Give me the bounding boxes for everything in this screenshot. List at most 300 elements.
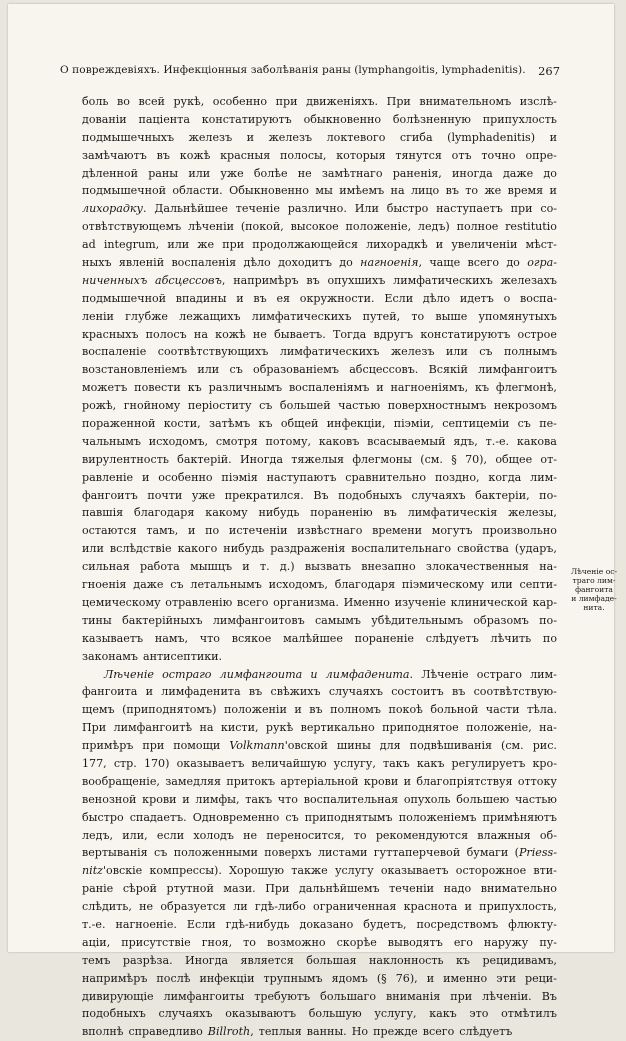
word: повести [134,381,181,395]
word: констатируютъ [420,327,511,341]
word: компрессы). [149,864,222,878]
text-line [82,415,557,433]
word: въ [309,703,323,717]
word: абсцессовъ. [349,363,419,377]
word: доказано [299,917,354,931]
word: образомъ [473,613,529,627]
word: При [82,721,107,735]
word: отмѣтилъ [501,1007,557,1021]
word: пораженной [82,417,156,431]
word: или [167,238,190,252]
word: железъ [268,130,313,144]
word: имѣемъ [339,184,385,198]
word: мази. [223,882,256,896]
text-line [82,988,557,1006]
word: положенными [173,846,258,860]
word: ледъ) [417,220,450,234]
word: теплыя [258,1025,302,1039]
word: которыя [336,148,386,162]
word: убѣдительнымъ [371,613,464,627]
word: дованіи [82,112,127,126]
word: Или [354,202,379,216]
word: общей [280,417,319,431]
word: вертыванія [82,846,148,860]
word: въ [253,291,267,305]
word: флегмонѣ, [495,381,557,395]
word: вертикально [300,721,375,735]
word: флегмоны [352,452,412,466]
word: ниченныхъ [82,273,148,287]
word: опухшихъ [327,273,386,287]
word: слѣдуетъ [425,631,479,645]
text-line [82,487,557,505]
word: железъ [188,130,233,144]
word: пе- [539,417,557,431]
word: тѣла. [526,703,557,717]
word: Если [384,291,414,305]
word: возстановленіемъ [82,363,188,377]
word: вниманія [386,989,441,1003]
word: и [549,184,557,198]
text-line [82,666,557,684]
word: это [469,1007,489,1021]
word: замедляя [165,774,221,788]
word: части [485,703,520,717]
word: съ [259,399,273,413]
page-number: 267 [538,64,560,78]
word: воспа- [520,291,557,305]
word: лимфангоитѣ [113,721,193,735]
word: (ударъ, [514,542,557,556]
word: гдѣ-нибудь [225,917,290,931]
word: рожѣ, [82,399,117,413]
word: темъ [82,953,111,967]
word: идетъ [459,291,494,305]
word: гноя, [201,935,233,949]
word: къ [475,381,490,395]
word: и [426,971,435,985]
word: образуется [160,900,226,914]
word: казываетъ [82,631,144,645]
word: Если [186,917,216,931]
word: регулируетъ [451,756,526,770]
text-line [82,254,557,272]
word: бактерій. [177,452,232,466]
word: лимфангоиты [163,989,245,1003]
word: нибудь [258,506,300,520]
word: Въ [313,488,329,502]
word: пораненію [310,506,373,520]
word: законамъ [82,649,138,663]
word: лимфатическія [407,506,498,520]
word: бумаги [466,846,509,860]
word: въ [451,685,466,699]
word: въ [306,273,320,287]
text-line [82,451,557,469]
word: при [275,95,298,108]
word: услугу, [374,1007,417,1021]
word: полное [456,220,499,234]
word: лимфатическихъ [393,273,493,287]
word: области. [172,184,223,198]
word: же [484,184,502,198]
word: равленіе [82,470,134,484]
word: именно [443,971,488,985]
text-line [82,147,557,165]
word: краснота [403,900,458,914]
word: лежащихъ [179,309,241,323]
text-line [82,308,557,326]
word: вти- [533,864,557,878]
word: подмышечныхъ [82,130,175,144]
word: фангоитъ [82,488,138,502]
word: nitz'овскіе [82,864,143,878]
word: павшія [82,506,124,520]
word: наклонность [369,953,444,967]
word: поверхъ [264,846,312,860]
margin-note-line: и лимфаде- [571,594,617,604]
word: остаются [82,524,137,538]
word: къ [258,417,273,431]
word: ядомъ [331,971,368,985]
word: крови [142,792,177,806]
word: полномъ [330,703,381,717]
word: ядъ, [453,434,478,448]
word: оттоку [517,774,557,788]
word: леніи [82,309,114,323]
word: разрѣза. [122,953,173,967]
word: всей [138,95,165,108]
word: дѣло [243,256,271,270]
word: почти [147,488,183,502]
word: то [411,309,425,323]
word: (покой, [240,220,284,234]
word: септи- [519,578,557,592]
word: къ [187,381,202,395]
word: т. [259,560,270,574]
word: поверхностнымъ [387,399,487,413]
word: при [510,202,533,216]
word: уже [191,488,216,502]
text-line [82,934,557,952]
text-line [82,93,557,111]
word: надо [443,882,472,896]
word: при [450,989,473,1003]
word: большая [306,953,357,967]
text-line [82,952,557,970]
word: стр. [113,756,137,770]
word: лимфаденита [161,685,241,699]
text-line [82,612,557,630]
word: и [188,524,196,538]
word: т.-е. [485,434,510,448]
margin-note [569,567,619,612]
word: упомянутыхъ [478,309,557,323]
word: поздно, [434,470,480,484]
word: наружу [483,935,529,949]
text-line [82,129,557,147]
word: воспалительная [303,792,399,806]
word: мѣст- [525,238,557,252]
word: Всякій [428,363,468,377]
word: время [507,184,544,198]
word: или, [122,828,148,842]
word: съ [170,578,184,592]
text-line [82,469,557,487]
word: высокое [290,220,339,234]
word: на [199,721,214,735]
word: и [141,470,150,484]
word: замѣчаютъ [82,148,147,162]
text-line [82,236,557,254]
word: на- [539,560,557,574]
word: случаяхъ [158,1007,213,1021]
word: и [236,291,244,305]
word: болѣзненную [392,112,471,126]
word: о [503,291,511,305]
word: переносится, [266,828,345,842]
word: на [390,184,405,198]
word: точно [481,148,516,162]
word: воспалительнаго [351,542,452,556]
text-line [82,361,557,379]
word: Лѣченіе [421,667,469,681]
word: воспаленіямъ [288,381,370,395]
word: венозной [82,792,137,806]
word: для [379,739,401,753]
word: инфекціи [199,971,255,985]
word: до [543,166,557,180]
word: аціи, [82,935,111,949]
word: Иногда [239,452,283,466]
word: лимфатическихъ [251,309,352,323]
word: и [310,667,318,681]
word: Иногда [185,953,229,967]
word: рис. [532,739,557,753]
word: съ [517,417,531,431]
word: 170) [143,756,170,770]
word: локтевого [326,130,386,144]
word: ad [82,238,96,252]
word: каковъ [318,434,360,448]
word: нибудь [223,542,265,556]
word: летальнымъ [190,578,262,592]
word: такъ [245,792,273,806]
word: пу- [539,935,557,949]
word: лихорадку. [82,202,147,216]
word: обыкновенно [303,112,382,126]
word: образованіемъ [253,363,339,377]
word: самымъ [314,613,361,627]
word: Одновременно [192,810,280,824]
word: возможно [267,935,326,949]
word: 76), [395,971,418,985]
word: и [403,774,412,788]
word: крови [363,774,399,788]
word: всего [422,1025,455,1039]
word: оказываетъ [176,756,245,770]
word: или [490,578,513,592]
word: цемическому [82,595,161,609]
word: (см. [420,452,443,466]
word: піэмія [221,470,258,484]
word: съ [479,345,493,359]
word: присутствіе [121,935,191,949]
word: подвѣшиванія [409,739,493,753]
word: выше [435,309,468,323]
word: вдругъ [373,327,414,341]
text-line [82,683,557,701]
word: состоитъ [391,685,444,699]
text-line [82,701,557,719]
word: при [142,739,165,753]
word: и [182,792,190,806]
text-line [82,809,557,827]
word: лимфатическихъ [279,345,380,359]
word: послѣ [156,971,191,985]
word: эти [496,971,516,985]
word: инфекціи, [326,417,386,431]
word: въ [445,184,459,198]
word: красныхъ [82,327,139,341]
word: даже [502,166,534,180]
word: различно. [287,202,347,216]
word: частью [338,399,381,413]
word: работа [139,560,180,574]
word: ея [276,291,291,305]
word: до [339,256,353,270]
text-line [82,218,557,236]
word: тины [82,613,112,627]
word: (см. [501,739,524,753]
word: раненія, [392,166,442,180]
word: доходитъ [278,256,332,270]
word: § [451,452,457,466]
word: вызвать [304,560,352,574]
text-line [82,827,557,845]
word: острое [517,327,557,341]
word: шины [336,739,371,753]
text-line [82,594,557,612]
word: на- [539,721,557,735]
word: частью [514,792,557,806]
word: во [117,95,130,108]
word: на [193,327,208,341]
text-line [82,433,557,451]
word: по [205,524,220,538]
text-line [82,791,557,809]
word: сильная [82,560,130,574]
word: покоѣ [388,703,423,717]
word: всего [467,256,499,270]
text-line [82,558,557,576]
word: ныхъ [82,256,112,270]
word: При [265,882,290,896]
word: можетъ [82,381,128,395]
word: въ [383,506,397,520]
margin-note-line: фангоита [575,585,613,595]
word: кар- [532,595,557,609]
word: же [197,238,215,252]
word: соотвѣтствующихъ [157,345,269,359]
word: всего [236,595,269,609]
word: и [435,238,444,252]
text-line [82,290,557,308]
text-line [82,343,557,361]
word: При [386,95,411,108]
word: различнымъ [208,381,283,395]
word: restitutio [505,220,557,234]
word: лимфангоитовъ [212,613,305,627]
word: ограниченная [313,900,397,914]
text-line [82,397,557,415]
word: напримѣръ [82,971,148,985]
word: гуттаперчевой [373,846,461,860]
word: отравленію [165,595,233,609]
word: движеніяхъ. [306,95,379,108]
book-page [8,4,618,1039]
word: припухлость [482,112,557,126]
word: посредствомъ [416,917,499,931]
word: рекомендуются [375,828,469,842]
word: вирулентность [82,452,169,466]
word: гнойному [123,399,181,413]
word: Въ [541,989,557,1003]
word: чальнымъ [82,434,141,448]
word: полнымъ [503,345,557,359]
word: свѣжихъ [270,685,321,699]
word: об- [539,828,557,842]
word: услугу [334,864,374,878]
word: благодаря [134,506,195,520]
text-line [82,200,557,218]
word: припухлость, [479,900,557,914]
word: всасываемый [367,434,446,448]
word: большаго [320,989,377,1003]
word: какъ [429,1007,457,1021]
text-line [82,1005,557,1023]
word: огра- [527,256,557,270]
word: положеніе, [466,721,532,735]
word: изученіе [394,595,446,609]
word: дѣло [422,291,451,305]
word: Дальнѣйшее [154,202,228,216]
word: произвольно [482,524,557,538]
word: кисти, [220,721,259,735]
word: по- [539,488,557,502]
word: д.) [279,560,295,574]
word: быстро [386,202,429,216]
word: періоститу [187,399,252,413]
word: въ [156,148,170,162]
word: и [549,130,557,144]
word: опухоль [403,792,451,806]
word: лим- [530,667,557,681]
word: является [240,953,294,967]
word: лѣченіи. [482,989,532,1003]
word: свойства [457,542,509,556]
word: красныя [220,148,271,162]
text-line [82,379,557,397]
word: остраго [162,667,212,681]
word: мышцъ [190,560,233,574]
word: щемъ [82,703,115,717]
word: (lymphadenitis) [447,130,536,144]
word: иногда [452,166,493,180]
word: до [506,256,520,270]
word: слѣдуетъ [459,1025,513,1039]
word: требуютъ [254,989,311,1003]
